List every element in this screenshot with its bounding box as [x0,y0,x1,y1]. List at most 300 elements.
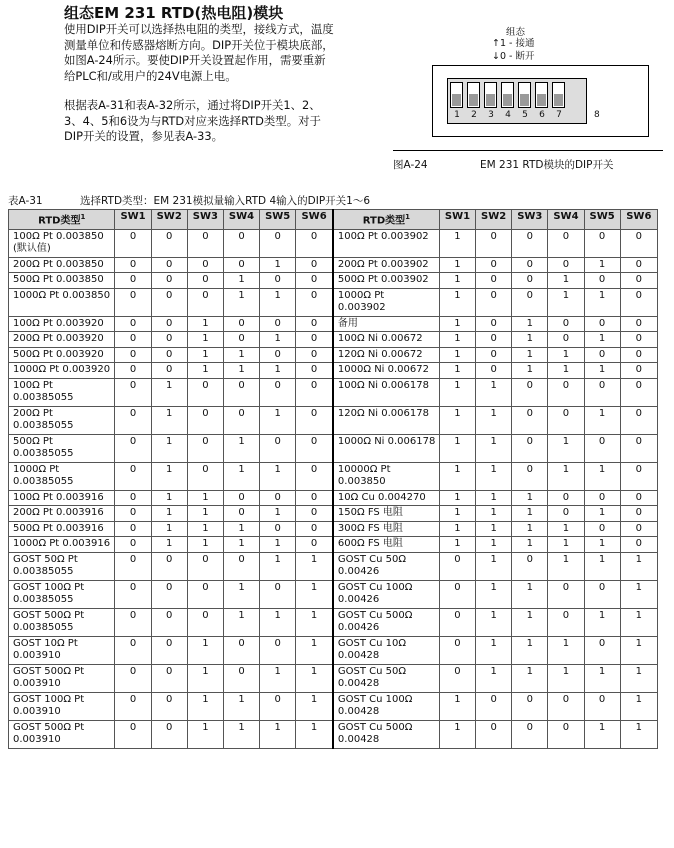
sw-value-cell: 0 [151,636,187,664]
sw-value-cell: 0 [512,434,548,462]
sw-value-cell: 1 [584,406,620,434]
rtd-type-cell [9,608,115,636]
table-row [9,490,658,506]
sw-value-cell: 0 [296,521,333,537]
sw-value-cell: 0 [151,363,187,379]
dip-switch-number-extra: 8 [594,110,600,120]
paragraph-line: 使用DIP开关可以选择热电阻的类型，接线方式，温度 [64,22,334,36]
sw-value-cell: 0 [548,506,584,522]
sw-value-cell: 1 [187,636,223,664]
sw-value-cell: 1 [223,347,259,363]
sw-value-cell: 0 [115,288,151,316]
sw-value-cell: 0 [548,332,584,348]
sw-value-cell: 0 [620,229,657,257]
sw-value-cell: 0 [584,316,620,332]
rtd-type-cell [9,537,115,553]
sw-value-cell: 0 [187,434,223,462]
sw-value-cell: 1 [260,363,296,379]
sw-value-cell: 1 [187,692,223,720]
dip-switch-number: 1 [454,110,460,120]
sw-value-cell: 0 [187,257,223,273]
intro-paragraph [64,22,394,84]
sw-value-cell: 0 [512,378,548,406]
sw-value-cell: 1 [296,720,333,748]
sw-value-cell: 1 [584,506,620,522]
sw-value-cell: 0 [115,608,151,636]
rtd-type-cell [9,506,115,522]
dip-switch-number: 5 [522,110,528,120]
rtd-type-cell [333,288,439,316]
sw-value-cell: 0 [476,720,512,748]
sw-value-cell: 0 [548,378,584,406]
sw-value-cell: 0 [115,273,151,289]
sw-value-cell: 1 [620,636,657,664]
rtd-type-cell [333,229,439,257]
sw-value-cell: 0 [476,363,512,379]
sw-value-cell: 1 [548,273,584,289]
dip-switch [450,82,463,108]
rtd-type-line: 200Ω Pt 0.003916 [13,507,104,519]
sw-value-cell: 1 [187,363,223,379]
table-row [9,363,658,379]
figure-caption: EM 231 RTD模块的DIP开关 [480,159,614,171]
rtd-type-cell [333,636,439,664]
rtd-type-cell [9,521,115,537]
sw-value-cell: 0 [187,462,223,490]
sw-value-cell: 1 [439,332,475,348]
rtd-type-cell [9,720,115,748]
rtd-type-line: (默认值) [13,243,51,255]
dip-switch-number: 7 [556,110,562,120]
rtd-type-cell [333,378,439,406]
sw-value-cell: 1 [439,273,475,289]
sw-value-cell: 1 [584,537,620,553]
sw-value-cell: 0 [115,552,151,580]
sw-value-cell: 0 [476,347,512,363]
sw-value-cell: 0 [260,580,296,608]
sw-value-cell: 1 [548,462,584,490]
figure-heading: 组态 [506,27,526,38]
rtd-type-line: 200Ω Pt 0.003920 [13,333,104,345]
dip-switch-number: 2 [471,110,477,120]
sw-value-cell: 0 [476,229,512,257]
sw-value-cell: 0 [296,347,333,363]
sw-value-cell: 0 [620,332,657,348]
sw-value-cell: 0 [620,316,657,332]
sw-value-cell: 1 [151,537,187,553]
rtd-type-line: 150Ω FS 电阻 [337,507,403,519]
table-row [9,720,658,748]
sw-value-cell: 1 [439,462,475,490]
sw-value-cell: 1 [476,434,512,462]
sw-value-cell: 1 [512,332,548,348]
rtd-type-cell [9,332,115,348]
sw-value-cell: 1 [223,521,259,537]
sw-value-cell: 0 [115,720,151,748]
sw-value-cell: 1 [260,608,296,636]
sw-value-cell: 0 [439,608,475,636]
sw-value-cell: 0 [296,490,333,506]
sw-value-cell: 0 [151,720,187,748]
rtd-type-cell [333,316,439,332]
rtd-type-line: 0.00428 [337,678,380,690]
table-row [9,288,658,316]
sw-value-cell: 0 [115,257,151,273]
sw-value-cell: 0 [187,406,223,434]
sw-value-cell: 1 [223,434,259,462]
sw-value-cell: 1 [439,537,475,553]
rtd-type-line: 1000Ω Pt [337,289,385,301]
sw-value-cell: 0 [115,229,151,257]
sw-value-cell: 0 [476,288,512,316]
sw-value-cell: 1 [620,720,657,748]
rtd-type-cell [9,257,115,273]
sw-value-cell: 0 [620,347,657,363]
rtd-type-line: 10Ω Cu 0.004270 [337,491,426,503]
rtd-type-cell [9,288,115,316]
sw-value-cell: 0 [512,720,548,748]
sw-value-cell: 1 [620,608,657,636]
sw-value-cell: 0 [151,692,187,720]
table-row [9,434,658,462]
sw-value-cell: 1 [476,406,512,434]
rtd-type-line: 1000Ω Pt 0.003916 [13,538,111,550]
rtd-type-line: GOST Cu 50Ω [337,665,407,677]
rtd-type-cell [9,692,115,720]
sw-value-cell: 0 [115,406,151,434]
sw-value-cell: 1 [223,462,259,490]
section-title: 组态EM 231 RTD(热电阻)模块 [64,4,284,22]
rtd-type-cell [333,608,439,636]
sw-value-cell: 0 [187,552,223,580]
sw-value-cell: 1 [548,521,584,537]
sw-value-cell: 0 [115,490,151,506]
table-row [9,608,658,636]
sw-value-cell: 0 [223,332,259,348]
rtd-type-line: 0.00426 [337,622,380,634]
header-sw: SW4 [548,210,584,230]
rtd-type-line: 200Ω Pt 0.003902 [337,258,429,270]
sw-value-cell: 1 [548,288,584,316]
sw-value-cell: 0 [584,490,620,506]
rtd-type-line: GOST 100Ω Pt [13,693,85,705]
sw-value-cell: 1 [260,506,296,522]
rtd-type-line: 100Ω Pt 0.003916 [13,491,104,503]
rtd-type-line: 0.00385055 [13,622,74,634]
sw-value-cell: 1 [296,608,333,636]
sw-value-cell: 0 [296,434,333,462]
sw-value-cell: 0 [620,521,657,537]
sw-value-cell: 1 [223,363,259,379]
sw-value-cell: 0 [296,378,333,406]
sw-value-cell: 0 [548,257,584,273]
rtd-type-cell [9,378,115,406]
sw-value-cell: 0 [620,462,657,490]
table-caption [8,193,370,208]
sw-value-cell: 0 [476,257,512,273]
sw-value-cell: 1 [260,257,296,273]
sw-value-cell: 0 [548,316,584,332]
table-row [9,257,658,273]
dip-switch [535,82,548,108]
paragraph-line: DIP开关的设置，参见表A-33。 [64,129,224,144]
sw-value-cell: 0 [548,692,584,720]
rtd-type-cell [333,273,439,289]
paragraph-line: 测量单位和传感器熔断方向。DIP开关位于模块底部， [64,37,334,52]
sw-value-cell: 0 [512,462,548,490]
sw-value-cell: 0 [151,288,187,316]
dip-switch-number: 3 [488,110,494,120]
sw-value-cell: 1 [512,490,548,506]
sw-value-cell: 1 [260,288,296,316]
figure-label: 图A-24 [393,159,428,171]
sw-value-cell: 0 [151,347,187,363]
sw-value-cell: 0 [260,692,296,720]
table-row [9,332,658,348]
sw-value-cell: 1 [187,332,223,348]
sw-value-cell: 0 [223,664,259,692]
sw-value-cell: 0 [115,462,151,490]
rtd-type-line: 0.00428 [337,650,380,662]
dip-legend [492,38,534,63]
rtd-type-line: 0.003910 [13,706,61,718]
rtd-type-line: 100Ω Pt 0.003902 [337,230,429,242]
paragraph-line: 给PLC和/或用户的24V电源上电。 [64,68,237,83]
sw-value-cell: 1 [512,363,548,379]
rtd-type-cell [9,434,115,462]
sw-value-cell: 0 [296,506,333,522]
rtd-type-line: GOST Cu 500Ω [337,609,413,621]
header-rtd-type: RTD类型$^1$ [333,210,439,230]
table-row [9,462,658,490]
sw-value-cell: 1 [260,406,296,434]
sw-value-cell: 0 [151,664,187,692]
rtd-type-line: GOST 100Ω Pt [13,581,85,593]
rtd-dip-table [8,209,658,749]
rtd-type-line: 200Ω Pt 0.003850 [13,258,104,270]
rtd-type-cell [9,347,115,363]
rtd-type-line: 500Ω Pt 0.003916 [13,522,104,534]
dip-switch [467,82,480,108]
sw-value-cell: 0 [151,608,187,636]
sw-value-cell: 0 [296,537,333,553]
sw-value-cell: 0 [620,378,657,406]
sw-value-cell: 0 [151,580,187,608]
rtd-type-line: 0.00426 [337,594,380,606]
sw-value-cell: 0 [439,664,475,692]
sw-value-cell: 0 [296,316,333,332]
rtd-type-line: 100Ω Pt 0.00385055 [13,379,74,404]
sw-value-cell: 1 [439,288,475,316]
dip-switch [501,82,514,108]
sw-value-cell: 1 [187,521,223,537]
sw-value-cell: 0 [512,288,548,316]
sw-value-cell: 0 [512,552,548,580]
sw-value-cell: 1 [476,506,512,522]
sw-value-cell: 0 [223,506,259,522]
sw-value-cell: 0 [260,378,296,406]
rtd-type-line: 0.00426 [337,566,380,578]
sw-value-cell: 1 [439,490,475,506]
sw-value-cell: 1 [584,720,620,748]
sw-value-cell: 0 [260,490,296,506]
sw-value-cell: 0 [260,521,296,537]
rtd-type-cell [9,273,115,289]
rtd-type-cell [9,363,115,379]
rtd-type-line: 100Ω Pt 0.003920 [13,317,104,329]
sw-value-cell: 0 [223,552,259,580]
sw-value-cell: 1 [439,434,475,462]
rtd-type-line: 1000Ω Pt 0.003850 [13,289,111,301]
legend-on: ↑1 - 接通 [492,38,535,49]
table-row [9,273,658,289]
rtd-type-cell [333,462,439,490]
sw-value-cell: 1 [439,363,475,379]
rtd-type-line: 100Ω Ni 0.006178 [337,379,429,391]
dip-switch-number: 4 [505,110,511,120]
sw-value-cell: 1 [151,434,187,462]
header-sw: SW5 [260,210,296,230]
table-row [9,521,658,537]
sw-value-cell: 1 [151,462,187,490]
header-sw: SW2 [151,210,187,230]
sw-value-cell: 1 [439,229,475,257]
sw-value-cell: 0 [151,273,187,289]
legend-off: ↓0 - 断开 [492,50,535,62]
selection-paragraph [64,98,394,145]
rtd-type-cell [9,462,115,490]
header-sw: SW2 [476,210,512,230]
table-title: 选择RTD类型：EM 231模拟量输入RTD 4输入的DIP开关1～6 [80,195,371,207]
sw-value-cell: 0 [620,288,657,316]
rtd-type-line: 100Ω Ni 0.00672 [337,333,423,345]
sw-value-cell: 1 [223,608,259,636]
sw-value-cell: 1 [548,537,584,553]
sw-value-cell: 1 [620,692,657,720]
table-row [9,378,658,406]
sw-value-cell: 1 [548,664,584,692]
rtd-type-line: GOST 500Ω Pt [13,665,85,677]
rtd-type-cell [9,406,115,434]
sw-value-cell: 0 [115,316,151,332]
rtd-type-line: 10000Ω Pt [337,463,391,475]
rtd-type-line: 0.003910 [13,678,61,690]
sw-value-cell: 0 [584,580,620,608]
sw-value-cell: 1 [548,434,584,462]
sw-value-cell: 0 [260,229,296,257]
sw-value-cell: 1 [187,490,223,506]
paragraph-line: 根据表A-31和表A-32所示，通过将DIP开关1、2、 [64,98,321,112]
rtd-type-line: 500Ω Pt 0.003920 [13,348,104,360]
header-rtd-type: RTD类型$^1$ [9,210,115,230]
header-sw: SW5 [584,210,620,230]
sw-value-cell: 1 [584,257,620,273]
sw-value-cell: 0 [620,257,657,273]
rtd-type-cell [9,490,115,506]
rtd-type-cell [9,552,115,580]
rtd-type-line: 0.00385055 [13,566,74,578]
sw-value-cell: 1 [512,664,548,692]
sw-value-cell: 1 [439,378,475,406]
rtd-type-cell [333,332,439,348]
sw-value-cell: 0 [548,580,584,608]
rtd-type-line: 备用 [337,317,358,329]
sw-value-cell: 1 [296,692,333,720]
table-row [9,347,658,363]
sw-value-cell: 0 [584,347,620,363]
sw-value-cell: 1 [151,521,187,537]
sw-value-cell: 1 [584,462,620,490]
rtd-type-line: GOST 50Ω Pt [13,553,78,565]
header-sw: SW6 [620,210,657,230]
sw-value-cell: 0 [296,257,333,273]
sw-value-cell: 0 [260,636,296,664]
rtd-type-cell [333,552,439,580]
sw-value-cell: 1 [512,521,548,537]
rtd-type-cell [333,406,439,434]
sw-value-cell: 0 [260,434,296,462]
sw-value-cell: 1 [476,636,512,664]
sw-value-cell: 0 [115,636,151,664]
sw-value-cell: 0 [620,363,657,379]
rtd-type-cell [9,580,115,608]
table-body [9,229,658,748]
table-row [9,636,658,664]
rtd-type-line: 0.00385055 [13,594,74,606]
rtd-type-cell [9,636,115,664]
sw-value-cell: 1 [512,506,548,522]
rtd-type-cell [9,229,115,257]
sw-value-cell: 1 [223,720,259,748]
sw-value-cell: 1 [476,552,512,580]
sw-value-cell: 1 [260,537,296,553]
rtd-type-line: GOST Cu 100Ω [337,581,413,593]
rtd-type-line: 500Ω Pt 0.00385055 [13,435,74,460]
sw-value-cell: 1 [187,664,223,692]
sw-value-cell: 0 [151,257,187,273]
rtd-type-cell [333,506,439,522]
sw-value-cell: 0 [476,316,512,332]
sw-value-cell: 0 [512,273,548,289]
sw-value-cell: 0 [584,273,620,289]
sw-value-cell: 1 [223,580,259,608]
paragraph-line: 3、4、5和6设为与RTD对应来选择RTD类型。对于 [64,113,321,128]
rtd-type-cell [333,580,439,608]
dip-switch-number: 6 [539,110,545,120]
sw-value-cell: 1 [439,720,475,748]
sw-value-cell: 1 [187,537,223,553]
sw-value-cell: 0 [548,229,584,257]
table-row [9,580,658,608]
sw-value-cell: 1 [584,332,620,348]
sw-value-cell: 0 [620,273,657,289]
sw-value-cell: 1 [223,273,259,289]
sw-value-cell: 0 [187,229,223,257]
sw-value-cell: 1 [151,490,187,506]
sw-value-cell: 1 [512,316,548,332]
sw-value-cell: 1 [548,363,584,379]
rtd-type-cell [333,363,439,379]
sw-value-cell: 1 [223,537,259,553]
sw-value-cell: 1 [512,347,548,363]
sw-value-cell: 0 [620,537,657,553]
sw-value-cell: 1 [512,580,548,608]
rtd-type-cell [9,316,115,332]
sw-value-cell: 0 [115,347,151,363]
sw-value-cell: 0 [223,406,259,434]
sw-value-cell: 1 [584,552,620,580]
table-row [9,316,658,332]
